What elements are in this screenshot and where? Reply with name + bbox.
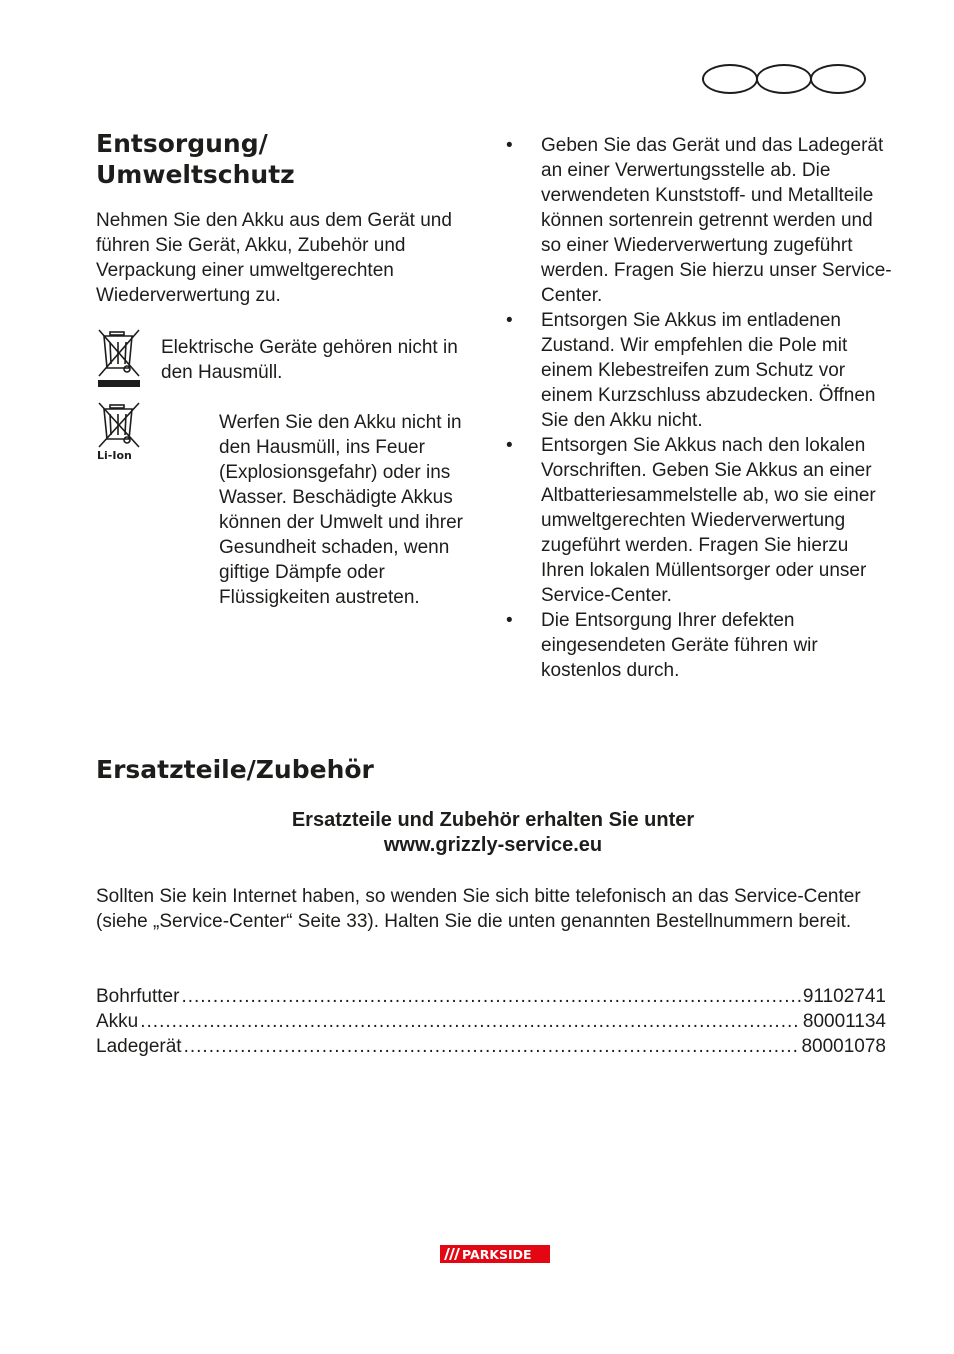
parts-list <box>96 984 886 1059</box>
list-item <box>506 608 896 683</box>
part-number: 80001134 <box>802 1011 886 1032</box>
subheading-line: Ersatzteile und Zubehör erhalten Sie unter <box>291 809 695 831</box>
list-item <box>506 133 896 308</box>
list-item <box>506 433 896 608</box>
bullet: • <box>506 310 513 331</box>
list-item-text: Entsorgen Sie Akkus im entladenen Zustand. Wir empfehlen die Pole mit einem Klebestreifen zum Schutz vor einem Kurzschluss abzudecken. Öffnen Sie den Akku nicht. <box>541 310 876 431</box>
battery-disposal-note: Werfen Sie den Akku nicht in den Hausmüll, ins Feuer (Explosionsgefahr) oder ins Wasser. Beschädigte Akkus können der Umwelt und ihrer Gesundheit schaden, wenn giftige Dämpfe oder Flüssigkeiten austreten. <box>219 412 463 608</box>
part-name: Ladegerät <box>96 1036 182 1057</box>
brand-name: PARKSIDE <box>462 1247 532 1262</box>
heading-line: Entsorgung/ <box>96 129 268 158</box>
list-item-text: Entsorgen Sie Akkus nach den lokalen Vorschriften. Geben Sie Akkus an einer Altbatteriesammelstelle ab, wo sie einer umweltgerechten Wiederverwertung zugeführt werden. Fragen Sie hierzu Ihren lokalen Müllentsorger oder unser Service-Center. <box>541 435 876 606</box>
part-row <box>96 1034 886 1059</box>
parkside-logo <box>440 1245 550 1263</box>
part-name: Akku <box>96 1011 139 1032</box>
crossed-bin-icon <box>96 328 142 390</box>
language-ovals <box>702 64 864 94</box>
section-heading-spare-parts: Ersatzteile/Zubehör <box>96 755 374 784</box>
heading-line: Umweltschutz <box>96 160 295 189</box>
bullet: • <box>506 610 513 631</box>
part-number: 91102741 <box>802 986 886 1007</box>
spare-parts-text: Sollten Sie kein Internet haben, so wenden Sie sich bitte telefonisch an das Service-Center (siehe „Service-Center“ Seite 33). Halten Sie die unten genannten Bestellnummern bereit. <box>96 886 861 932</box>
spare-parts-subheading <box>96 808 890 858</box>
service-url-link[interactable]: www.grizzly-service.eu <box>383 834 603 856</box>
section-heading-disposal <box>96 128 396 190</box>
language-oval <box>702 64 758 94</box>
bullet: • <box>506 135 513 156</box>
disposal-intro: Nehmen Sie den Akku aus dem Gerät und führen Sie Gerät, Akku, Zubehör und Verpackung einer umweltgerechten Wiederverwertung zu. <box>96 210 452 306</box>
li-ion-label: Li-Ion <box>97 449 132 462</box>
part-row <box>96 984 886 1009</box>
language-oval <box>756 64 812 94</box>
part-row <box>96 1009 886 1034</box>
leader-dots <box>140 1009 801 1034</box>
list-item-text: Die Entsorgung Ihrer defekten eingesendeten Geräte führen wir kostenlos durch. <box>541 610 818 681</box>
disposal-bullet-list <box>506 133 896 683</box>
list-item <box>506 308 896 433</box>
list-item-text: Geben Sie das Gerät und das Ladegerät an einer Verwertungsstelle ab. Die verwendeten Kunststoff- und Metallteile können sortenrein getrennt werden und so einer Wiederverwertung zugeführt werden. Fragen Sie hierzu unser Service-Center. <box>541 135 892 306</box>
leader-dots <box>181 984 800 1009</box>
leader-dots <box>184 1034 800 1059</box>
bullet: • <box>506 435 513 456</box>
crossed-bin-li-ion-icon <box>96 402 142 464</box>
part-number: 80001078 <box>801 1036 886 1057</box>
electro-disposal-note: Elektrische Geräte gehören nicht in den Hausmüll. <box>161 337 458 383</box>
language-oval <box>810 64 866 94</box>
part-name: Bohrfutter <box>96 986 180 1007</box>
